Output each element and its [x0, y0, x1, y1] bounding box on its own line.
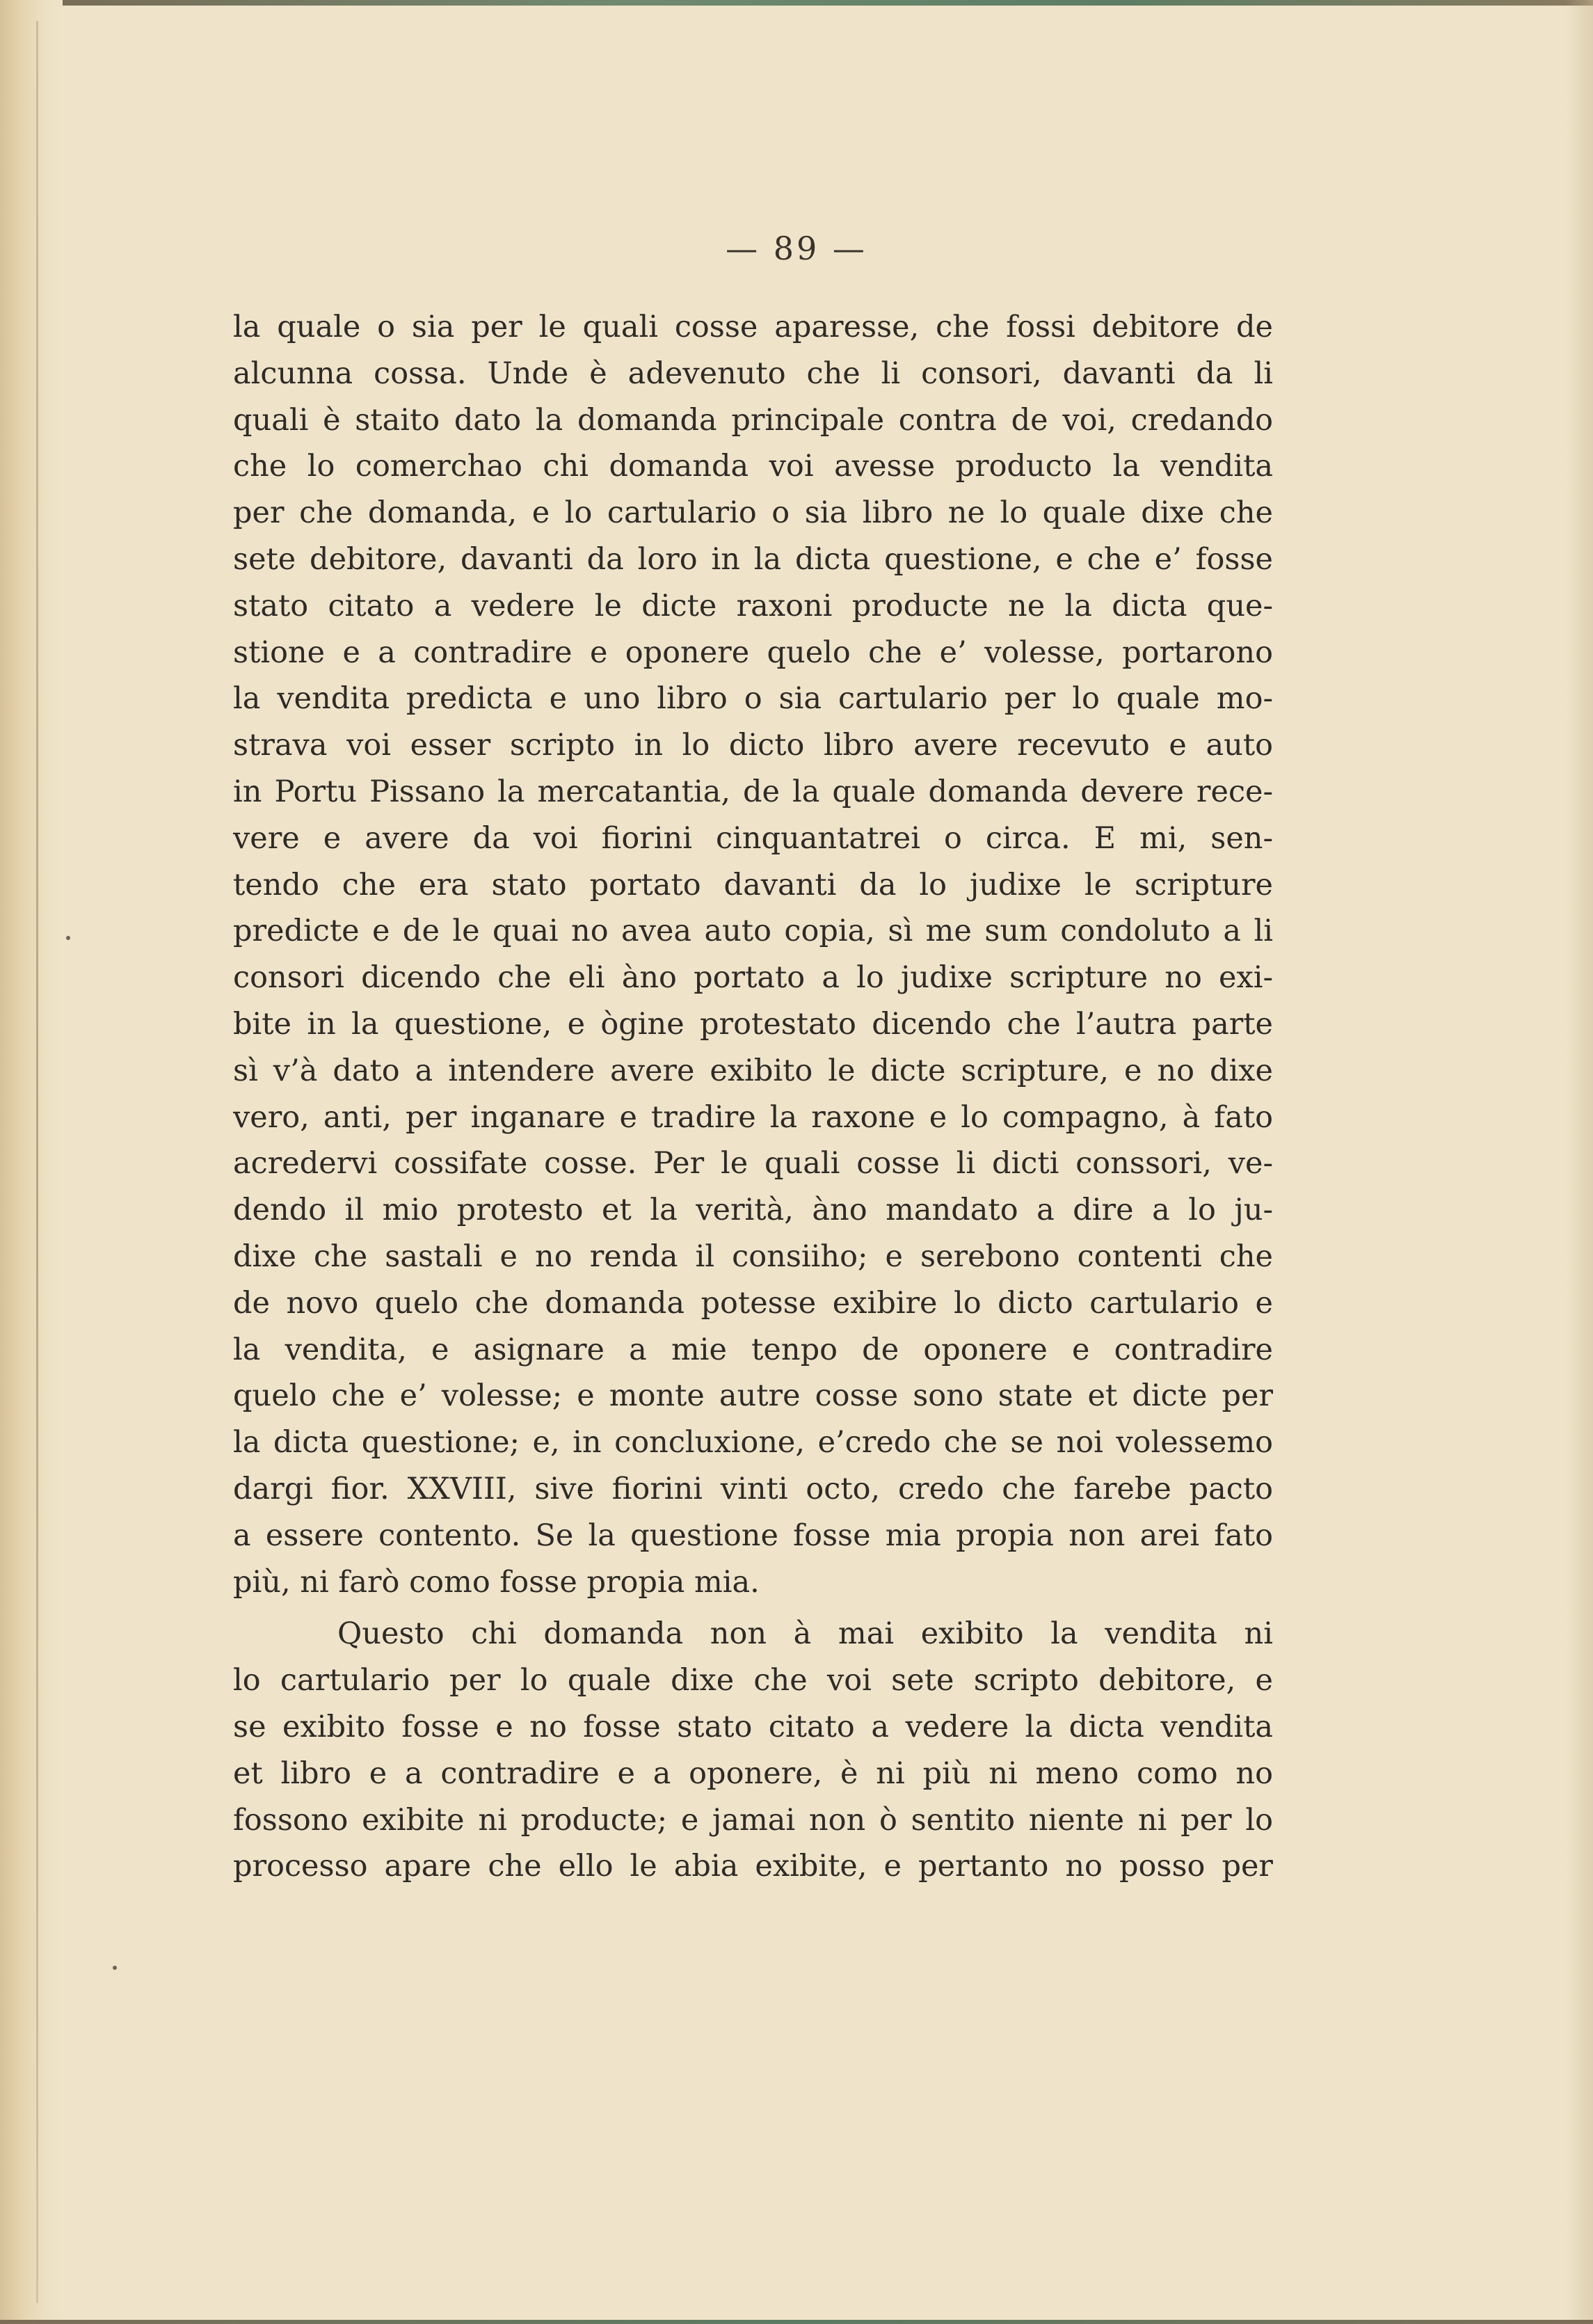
- text-line: Questo chi domanda non à mai exibito la vendita ni: [337, 1616, 1273, 1652]
- text-line: sì v’à dato a intendere avere exibito le dicte scripture, e no dixe: [233, 1053, 1273, 1088]
- text-line: processo apare che ello le abia exibite, e pertanto no posso per: [233, 1849, 1273, 1884]
- right-edge-shadow: [1565, 0, 1593, 2324]
- text-line: la quale o sia per le quali cosse aparesse, che fossi debitore de: [233, 310, 1273, 344]
- text-line: la vendita predicta e uno libro o sia cartulario per lo quale mo-: [233, 681, 1273, 717]
- binding-crease: [36, 21, 38, 2303]
- text-line: fossono exibite ni producte; e jamai non ò sentito niente ni per lo: [233, 1802, 1273, 1838]
- text-line: la vendita, e asignare a mie tenpo de oponere e contradire: [233, 1332, 1273, 1367]
- text-line: strava voi esser scripto in lo dicto libro avere recevuto e auto: [233, 728, 1273, 763]
- binding-gutter: [0, 0, 63, 2324]
- text-line: quali è staito dato la domanda principale contra de voi, credando: [233, 402, 1273, 438]
- text-line: per che domanda, e lo cartulario o sia libro ne lo quale dixe che: [233, 495, 1273, 531]
- page-number: — 89 —: [726, 230, 867, 267]
- text-line: la dicta questione; e, in concluxione, e’credo che se noi volessemo: [233, 1425, 1273, 1461]
- text-line: dendo il mio protesto et la verità, àno mandato a dire a lo ju-: [233, 1193, 1273, 1228]
- text-line: in Portu Pissano la mercatantia, de la quale domanda devere rece-: [233, 774, 1273, 809]
- body-text: [233, 304, 1273, 1890]
- text-line: sete debitore, davanti da loro in la dicta questione, e che e’ fosse: [233, 541, 1273, 577]
- text-line: de novo quelo che domanda potesse exibire lo dicto cartulario e: [233, 1285, 1273, 1321]
- paragraph: [233, 1605, 1273, 1890]
- text-line: alcunna cossa. Unde è adevenuto che li consori, davanti da li: [233, 356, 1273, 391]
- text-line: che lo comerchao chi domanda voi avesse producto la vendita: [233, 449, 1273, 484]
- text-line: dargi fior. XXVIII, sive fiorini vinti octo, credo che farebe pacto: [233, 1471, 1273, 1506]
- text-line: lo cartulario per lo quale dixe che voi sete scripto debitore, e: [233, 1663, 1273, 1698]
- text-line: predicte e de le quai no avea auto copia, sì me sum condoluto a li: [233, 914, 1273, 949]
- text-line: stione e a contradire e oponere quelo che e’ volesse, portarono: [233, 635, 1273, 670]
- text-line: vere e avere da voi fiorini cinquantatrei o circa. E mi, sen-: [233, 820, 1273, 856]
- text-line: vero, anti, per inganare e tradire la raxone e lo compagno, à fato: [233, 1099, 1273, 1135]
- text-line: se exibito fosse e no fosse stato citato a vedere la dicta vendita: [233, 1709, 1273, 1744]
- bottom-edge: [0, 2320, 1593, 2324]
- text-line: quelo che e’ volesse; e monte autre cosse sono state et dicte per: [233, 1378, 1273, 1414]
- text-line: dixe che sastali e no renda il consiiho; e serebono contenti che: [233, 1239, 1273, 1274]
- paragraph-gap: [233, 1605, 1273, 1611]
- speck: [66, 936, 70, 940]
- text-line: consori dicendo che eli àno portato a lo judixe scripture no exi-: [233, 960, 1273, 996]
- top-edge: [0, 0, 1593, 6]
- text-line: più, ni farò como fosse propia mia.: [233, 1564, 760, 1600]
- paragraph: [233, 304, 1273, 1605]
- text-line: acredervi cossifate cosse. Per le quali cosse li dicti conssori, ve-: [233, 1146, 1273, 1181]
- speck: [113, 1966, 117, 1970]
- text-line: a essere contento. Se la questione fosse mia propia non arei fato: [233, 1518, 1273, 1553]
- text-line: stato citato a vedere le dicte raxoni producte ne la dicta que-: [233, 588, 1273, 623]
- text-line: bite in la questione, e ògine protestato dicendo che l’autra parte: [233, 1006, 1273, 1042]
- text-line: tendo che era stato portato davanti da lo judixe le scripture: [233, 867, 1273, 902]
- text-line: et libro e a contradire e a oponere, è ni più ni meno como no: [233, 1756, 1273, 1791]
